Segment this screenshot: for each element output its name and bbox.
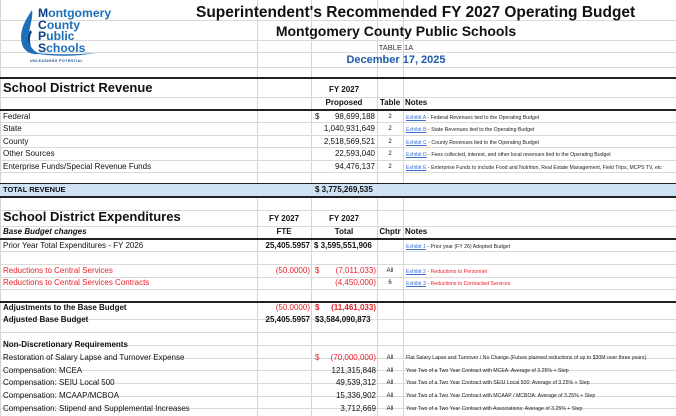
note-text: Year Two of a Two Year Contract with SEIU Local 500: Average of 3.25% + Step: [406, 380, 590, 386]
col-header-proposed: Proposed: [325, 98, 363, 107]
row-label: Reductions to Central Services: [3, 266, 113, 275]
note-text: Year Two of a Two Year Contract with Associations: Average of 3.25% + Step: [406, 406, 583, 412]
total: 15,336,902: [335, 391, 376, 400]
table-ref: 2: [388, 164, 392, 170]
currency-symbol: $: [315, 266, 320, 275]
col-header-notes: Notes: [405, 98, 428, 107]
note-text: - County Revenues tied to the Operating Budget: [426, 140, 539, 146]
total-revenue-amount: $ 3,775,269,535: [315, 185, 373, 194]
row-label: Reductions to Central Services Contracts: [3, 278, 150, 287]
logo-line: Schools: [38, 40, 86, 55]
note-text: - Reductions to Personnel: [425, 269, 488, 275]
table-ref: 2: [388, 114, 392, 120]
logo-tagline: UNLEASHING POTENTIAL: [30, 59, 84, 63]
total-revenue-label: TOTAL REVENUE: [3, 185, 66, 194]
currency-symbol: $: [315, 303, 320, 312]
mcps-logo: [18, 6, 112, 68]
col-header-total-year: FY 2027: [328, 214, 360, 223]
note-text: - Prior year (FY 26) Adopted Budget: [425, 244, 511, 250]
gridline: [0, 0, 1, 416]
row-label: Adjustments to the Base Budget: [3, 303, 127, 312]
logo-line: Public: [38, 29, 75, 43]
note-text: Flat Salary Lapse and Turnover / No Change (Future planned reductions of up to $30M over three years): [406, 355, 647, 361]
row-label: Compensation: SEIU Local 500: [3, 378, 115, 387]
row-label: Federal: [3, 112, 31, 121]
exhibit-link[interactable]: Exhibit D: [406, 152, 427, 158]
col-header-chptr: Chptr: [379, 227, 401, 236]
amount: 98,699,188: [334, 112, 375, 121]
row-label: Prior Year Total Expenditures - FY 2026: [3, 241, 144, 250]
logo-line: County: [38, 17, 80, 32]
table-ref: 2: [388, 151, 392, 157]
row-label: State: [3, 124, 22, 133]
row-label: Other Sources: [3, 149, 55, 158]
col-header-fte-year: FY 2027: [268, 214, 300, 223]
logo-wordmark: [38, 8, 111, 54]
total: 49,539,312: [335, 378, 376, 387]
col-header-total: Total: [334, 227, 354, 236]
total: (4,450,000): [335, 278, 376, 287]
total: $3,584,090,873: [315, 315, 371, 324]
exhibit-link[interactable]: Exhibit E: [406, 165, 427, 171]
row-label: Compensation: MCAAP/MCBOA: [3, 391, 120, 400]
divider: [0, 77, 676, 79]
row-label: Compensation: MCEA: [3, 366, 83, 375]
fte: (50.0000): [275, 266, 310, 275]
logo-line: Montgomery: [38, 6, 112, 20]
currency-symbol: $: [315, 353, 320, 362]
row-label: Restoration of Salary Lapse and Turnover Expense: [3, 353, 185, 362]
note-text: - Fees collected, interest, and other local revenues tied to the Operating Budget: [426, 152, 611, 158]
table-ref: 2: [388, 126, 392, 132]
row-label: County: [3, 137, 29, 146]
expenditures-section-title: School District Expenditures: [3, 209, 181, 224]
col-header-notes: Notes: [405, 227, 428, 236]
note-text: - Reductions to Contracted Services: [425, 281, 511, 287]
col-header-table: Table: [379, 98, 401, 107]
total: 3,712,669: [340, 404, 376, 413]
col-header-fy: FY 2027: [328, 85, 360, 94]
page-title: Superintendent's Recommended FY 2027 Operating Budget: [196, 4, 636, 21]
chapter: All: [386, 268, 394, 274]
note-text: - Federal Revenues tied to the Operating Budget: [425, 115, 540, 121]
note-text: Year Two of a Two Year Contract with MCEA: Average of 3.25% + Step: [406, 368, 569, 374]
note-text: Year Two of a Two Year Contract with MCAAP / MCBOA: Average of 3.25% + Step: [406, 393, 596, 399]
divider: [0, 196, 676, 198]
row-label: Adjusted Base Budget: [3, 315, 89, 324]
fte: (50.0000): [275, 303, 310, 312]
amount: 1,040,931,649: [323, 124, 375, 133]
non-discretionary-title: Non-Discretionary Requirements: [3, 340, 128, 349]
amount: 2,518,569,521: [323, 137, 375, 146]
chapter: All: [386, 355, 394, 361]
table-ref: 2: [388, 139, 392, 145]
total: (7,011,033): [335, 266, 376, 275]
amount: 94,476,137: [334, 162, 375, 171]
total: (70,000,000): [330, 353, 376, 362]
fte: 25,405.5957: [265, 315, 310, 324]
total: 121,315,848: [331, 366, 376, 375]
report-date: December 17, 2025: [346, 54, 446, 66]
exhibit-link[interactable]: Exhibit 2: [406, 269, 426, 275]
chapter: 6: [388, 280, 392, 286]
chapter: All: [386, 380, 394, 386]
chapter: All: [386, 406, 394, 412]
exhibit-link[interactable]: Exhibit 1: [406, 244, 426, 250]
table-label: TABLE 1A: [378, 43, 414, 52]
fte: 25,405.5957: [265, 241, 310, 250]
note-text: - Enterprise Funds to include Food and Nutrition, Real Estate Management, Field Trips, MCPS TV, etc: [426, 165, 662, 171]
exhibit-link[interactable]: Exhibit C: [406, 140, 427, 146]
page-subtitle: Montgomery County Public Schools: [275, 23, 517, 39]
exhibit-link[interactable]: Exhibit 3: [406, 281, 426, 287]
exhibit-link[interactable]: Exhibit A: [406, 115, 426, 121]
base-budget-subtitle: Base Budget changes: [3, 227, 87, 236]
note-text: - State Revenues tied to the Operating Budget: [426, 127, 535, 133]
revenue-section-title: School District Revenue: [3, 80, 153, 95]
total: (11,461,033): [331, 303, 376, 312]
amount: 22,593,040: [334, 149, 375, 158]
row-label: Compensation: Stipend and Supplemental Increases: [3, 404, 190, 413]
row-label: Enterprise Funds/Special Revenue Funds: [3, 162, 152, 171]
exhibit-link[interactable]: Exhibit B: [406, 127, 427, 133]
total: $ 3,595,551,906: [314, 241, 372, 250]
chapter: All: [386, 393, 394, 399]
chapter: All: [386, 368, 394, 374]
col-header-fte: FTE: [276, 227, 292, 236]
currency-symbol: $: [315, 112, 320, 121]
